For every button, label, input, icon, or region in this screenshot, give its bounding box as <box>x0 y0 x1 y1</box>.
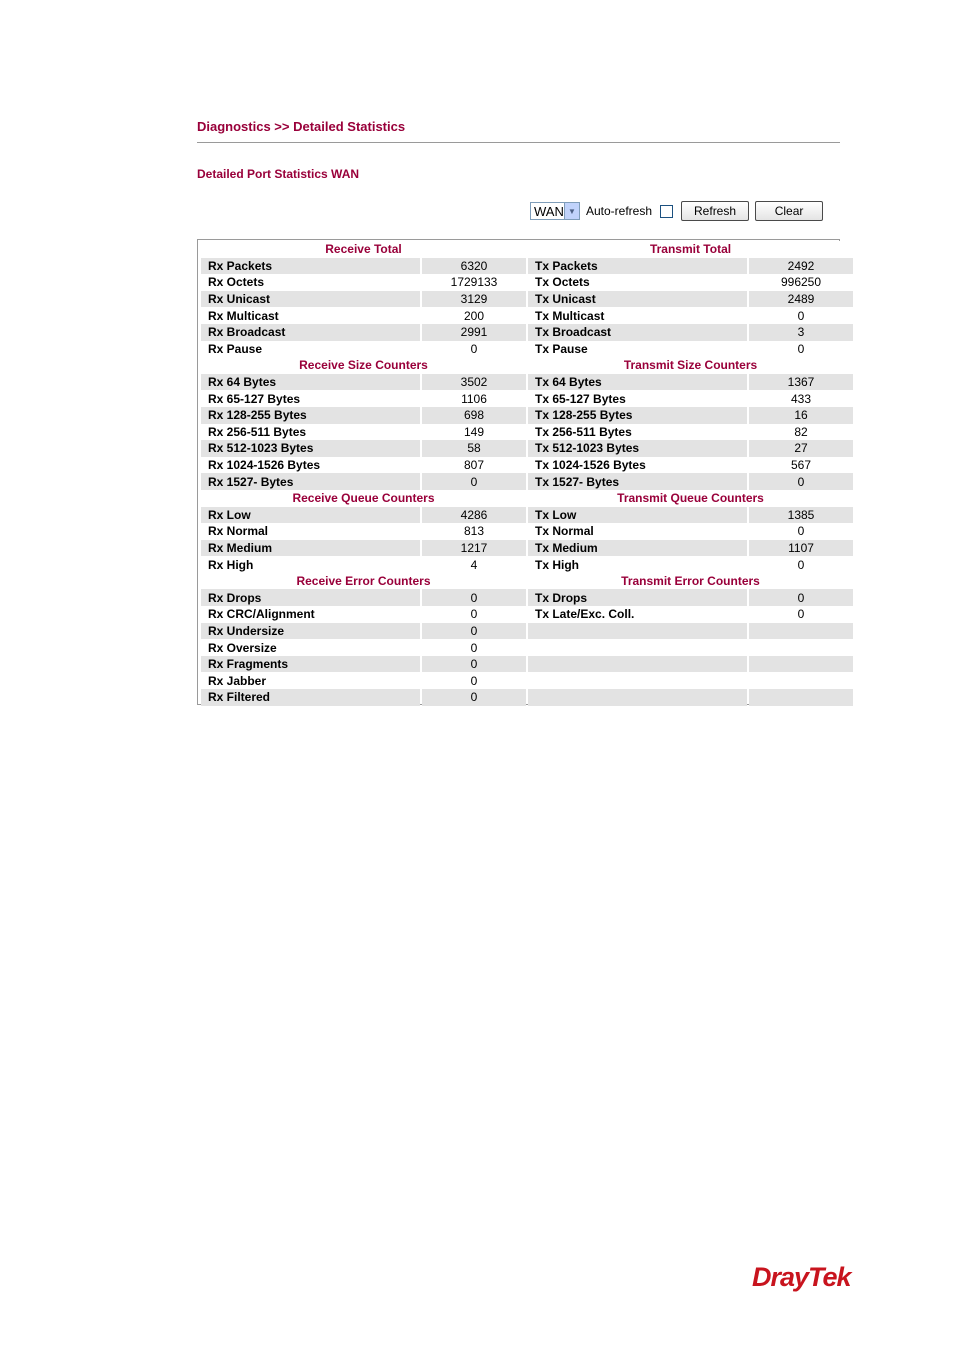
rx-counter-value: 698 <box>422 407 526 424</box>
rx-counter-value: 1106 <box>422 390 526 407</box>
tx-counter-label: Tx High <box>528 556 747 573</box>
tx-counter-label: Tx 64 Bytes <box>528 374 747 391</box>
tx-counter-label: Tx Low <box>528 507 747 524</box>
rx-section-title: Receive Size Counters <box>201 357 526 374</box>
table-row <box>201 507 853 524</box>
table-row <box>201 407 853 424</box>
tx-counter-value <box>749 672 853 689</box>
section-header-row <box>201 241 853 258</box>
tx-counter-value: 2492 <box>749 258 853 275</box>
tx-counter-value: 82 <box>749 424 853 441</box>
table-row <box>201 390 853 407</box>
rx-counter-value: 0 <box>422 639 526 656</box>
table-row <box>201 258 853 275</box>
statistics-table <box>199 241 855 706</box>
rx-counter-label: Rx Undersize <box>201 623 420 640</box>
tx-counter-label <box>528 672 747 689</box>
tx-counter-value: 0 <box>749 341 853 358</box>
table-row <box>201 307 853 324</box>
rx-counter-label: Rx Jabber <box>201 672 420 689</box>
statistics-panel <box>197 239 840 705</box>
tx-counter-label: Tx Octets <box>528 274 747 291</box>
port-select[interactable] <box>530 202 580 220</box>
tx-counter-value: 0 <box>749 556 853 573</box>
tx-counter-value: 567 <box>749 457 853 474</box>
table-row <box>201 341 853 358</box>
rx-counter-label: Rx 64 Bytes <box>201 374 420 391</box>
tx-counter-value: 2489 <box>749 291 853 308</box>
rx-counter-value: 149 <box>422 424 526 441</box>
tx-counter-value: 996250 <box>749 274 853 291</box>
rx-counter-value: 0 <box>422 656 526 673</box>
table-row <box>201 556 853 573</box>
refresh-button[interactable]: Refresh <box>681 201 749 221</box>
tx-counter-label <box>528 689 747 706</box>
tx-counter-label: Tx Unicast <box>528 291 747 308</box>
table-row <box>201 656 853 673</box>
rx-counter-label: Rx Normal <box>201 523 420 540</box>
table-row <box>201 589 853 606</box>
auto-refresh-label: Auto-refresh <box>586 204 653 218</box>
tx-counter-label <box>528 656 747 673</box>
tx-counter-value: 0 <box>749 307 853 324</box>
tx-counter-value: 1367 <box>749 374 853 391</box>
rx-counter-value: 58 <box>422 440 526 457</box>
tx-counter-label: Tx 1527- Bytes <box>528 473 747 490</box>
tx-counter-label: Tx Multicast <box>528 307 747 324</box>
rx-counter-value: 0 <box>422 589 526 606</box>
chevron-down-icon[interactable]: ▼ <box>564 203 579 219</box>
rx-counter-label: Rx Fragments <box>201 656 420 673</box>
rx-counter-value: 1217 <box>422 540 526 557</box>
tx-counter-value: 1107 <box>749 540 853 557</box>
tx-counter-value: 1385 <box>749 507 853 524</box>
rx-counter-value: 0 <box>422 341 526 358</box>
rx-counter-label: Rx Broadcast <box>201 324 420 341</box>
rx-counter-value: 3502 <box>422 374 526 391</box>
tx-counter-value <box>749 689 853 706</box>
tx-section-title: Transmit Error Counters <box>528 573 853 590</box>
rx-counter-label: Rx 256-511 Bytes <box>201 424 420 441</box>
tx-counter-label <box>528 639 747 656</box>
table-row <box>201 689 853 706</box>
draytek-logo <box>752 1262 851 1293</box>
rx-counter-label: Rx Packets <box>201 258 420 275</box>
rx-counter-value: 0 <box>422 623 526 640</box>
tx-counter-label: Tx Packets <box>528 258 747 275</box>
rx-counter-label: Rx Multicast <box>201 307 420 324</box>
rx-section-title: Receive Total <box>201 241 526 258</box>
table-row <box>201 540 853 557</box>
rx-counter-label: Rx 512-1023 Bytes <box>201 440 420 457</box>
rx-counter-value: 200 <box>422 307 526 324</box>
table-row <box>201 473 853 490</box>
tx-counter-label: Tx Medium <box>528 540 747 557</box>
tx-counter-value: 0 <box>749 606 853 623</box>
table-row <box>201 324 853 341</box>
tx-counter-label: Tx 512-1023 Bytes <box>528 440 747 457</box>
rx-counter-value: 0 <box>422 606 526 623</box>
rx-counter-value: 1729133 <box>422 274 526 291</box>
tx-counter-label: Tx 128-255 Bytes <box>528 407 747 424</box>
rx-counter-label: Rx Drops <box>201 589 420 606</box>
rx-counter-value: 0 <box>422 473 526 490</box>
rx-counter-value: 0 <box>422 689 526 706</box>
section-header-row <box>201 490 853 507</box>
tx-counter-label: Tx Broadcast <box>528 324 747 341</box>
tx-counter-value: 0 <box>749 589 853 606</box>
tx-counter-label: Tx Drops <box>528 589 747 606</box>
rx-counter-value: 813 <box>422 523 526 540</box>
port-select-value: WAN <box>534 203 564 219</box>
rx-counter-value: 2991 <box>422 324 526 341</box>
table-row <box>201 374 853 391</box>
breadcrumb: Diagnostics >> Detailed Statistics <box>197 119 406 134</box>
section-header-row <box>201 573 853 590</box>
tx-counter-value: 3 <box>749 324 853 341</box>
rx-counter-label: Rx 1024-1526 Bytes <box>201 457 420 474</box>
tx-counter-label: Tx Normal <box>528 523 747 540</box>
rx-counter-label: Rx 1527- Bytes <box>201 473 420 490</box>
rx-counter-label: Rx High <box>201 556 420 573</box>
logo-text: DrayTek <box>752 1262 851 1292</box>
table-row <box>201 274 853 291</box>
tx-section-title: Transmit Total <box>528 241 853 258</box>
table-row <box>201 291 853 308</box>
table-row <box>201 424 853 441</box>
tx-counter-label: Tx 256-511 Bytes <box>528 424 747 441</box>
clear-button[interactable]: Clear <box>755 201 823 221</box>
title-divider <box>197 142 840 143</box>
toolbar <box>530 200 823 222</box>
table-row <box>201 672 853 689</box>
rx-counter-label: Rx Medium <box>201 540 420 557</box>
rx-counter-label: Rx Filtered <box>201 689 420 706</box>
rx-counter-label: Rx Octets <box>201 274 420 291</box>
page-subtitle: Detailed Port Statistics WAN <box>197 167 360 181</box>
rx-counter-value: 0 <box>422 672 526 689</box>
tx-counter-value: 433 <box>749 390 853 407</box>
table-row <box>201 639 853 656</box>
table-row <box>201 623 853 640</box>
tx-counter-label: Tx 1024-1526 Bytes <box>528 457 747 474</box>
tx-counter-value: 27 <box>749 440 853 457</box>
rx-counter-label: Rx 65-127 Bytes <box>201 390 420 407</box>
rx-counter-label: Rx Pause <box>201 341 420 358</box>
rx-counter-label: Rx CRC/Alignment <box>201 606 420 623</box>
rx-section-title: Receive Queue Counters <box>201 490 526 507</box>
tx-counter-value: 16 <box>749 407 853 424</box>
rx-counter-label: Rx Low <box>201 507 420 524</box>
table-row <box>201 606 853 623</box>
rx-counter-value: 4 <box>422 556 526 573</box>
rx-counter-label: Rx Unicast <box>201 291 420 308</box>
table-row <box>201 440 853 457</box>
tx-counter-label: Tx 65-127 Bytes <box>528 390 747 407</box>
rx-section-title: Receive Error Counters <box>201 573 526 590</box>
tx-counter-value <box>749 639 853 656</box>
tx-section-title: Transmit Size Counters <box>528 357 853 374</box>
rx-counter-value: 3129 <box>422 291 526 308</box>
rx-counter-value: 6320 <box>422 258 526 275</box>
tx-section-title: Transmit Queue Counters <box>528 490 853 507</box>
rx-counter-value: 807 <box>422 457 526 474</box>
tx-counter-value <box>749 656 853 673</box>
rx-counter-label: Rx 128-255 Bytes <box>201 407 420 424</box>
rx-counter-value: 4286 <box>422 507 526 524</box>
table-row <box>201 523 853 540</box>
auto-refresh-checkbox[interactable] <box>660 205 673 218</box>
table-row <box>201 457 853 474</box>
tx-counter-label: Tx Pause <box>528 341 747 358</box>
tx-counter-value <box>749 623 853 640</box>
rx-counter-label: Rx Oversize <box>201 639 420 656</box>
section-header-row <box>201 357 853 374</box>
tx-counter-label <box>528 623 747 640</box>
tx-counter-value: 0 <box>749 523 853 540</box>
tx-counter-value: 0 <box>749 473 853 490</box>
tx-counter-label: Tx Late/Exc. Coll. <box>528 606 747 623</box>
